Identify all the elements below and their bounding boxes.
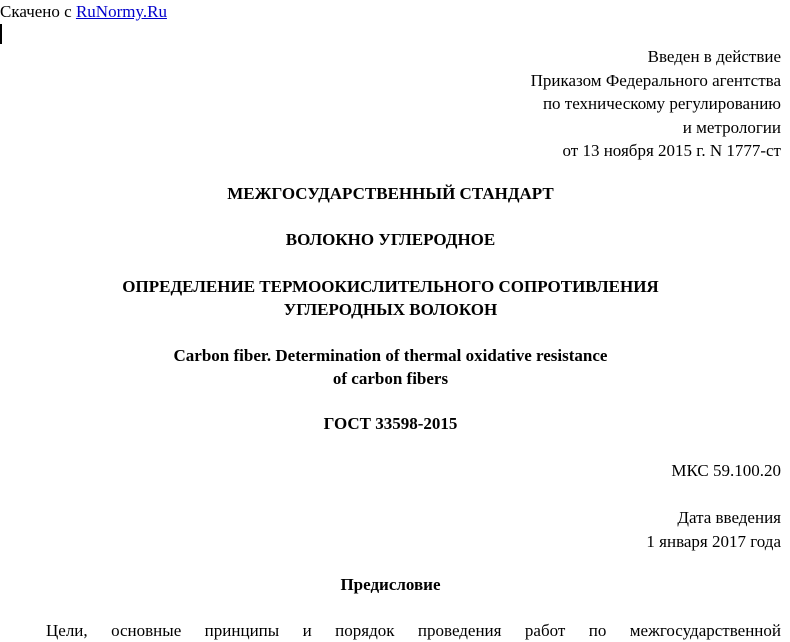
gost-number: ГОСТ 33598-2015 (323, 414, 458, 433)
enactment-line: по техническому регулированию (542, 94, 781, 113)
source-prefix: Скачено с (0, 2, 76, 21)
standard-subtitle-line: ОПРЕДЕЛЕНИЕ ТЕРМООКИСЛИТЕЛЬНОГО СОПРОТИВЛЕНИЯ (122, 277, 659, 296)
enactment-line: от 13 ноября 2015 г. N 1777-ст (562, 141, 781, 160)
preface-heading: Предисловие (340, 575, 441, 594)
enactment-line: Приказом Федерального агентства (530, 70, 781, 90)
intro-date-label: Дата введения (677, 508, 781, 527)
english-title-line: Carbon fiber. Determination of thermal oxidative resistance (173, 346, 608, 365)
mks-code: МКС 59.100.20 (671, 461, 781, 480)
enactment-line: и метрологии (682, 117, 781, 137)
runormy-link[interactable]: RuNormy.Ru (75, 2, 167, 21)
enactment-line: Введен в действие (647, 47, 781, 66)
intro-date-block (646, 506, 781, 553)
english-title-line: of carbon fibers (332, 369, 449, 388)
enactment-block (531, 45, 781, 163)
standard-title: ВОЛОКНО УГЛЕРОДНОЕ (285, 230, 496, 249)
standard-subtitle-line: УГЛЕРОДНЫХ ВОЛОКОН (283, 300, 498, 319)
english-title (0, 344, 781, 390)
intro-date-value: 1 января 2017 года (646, 531, 781, 551)
source-line (0, 2, 167, 22)
text-cursor (0, 24, 2, 44)
standard-subtitle (0, 275, 781, 321)
preface-paragraph: Цели, основные принципы и порядок проведения работ по межгосударственной (46, 621, 781, 640)
standard-type-heading: МЕЖГОСУДАРСТВЕННЫЙ СТАНДАРТ (227, 184, 554, 203)
